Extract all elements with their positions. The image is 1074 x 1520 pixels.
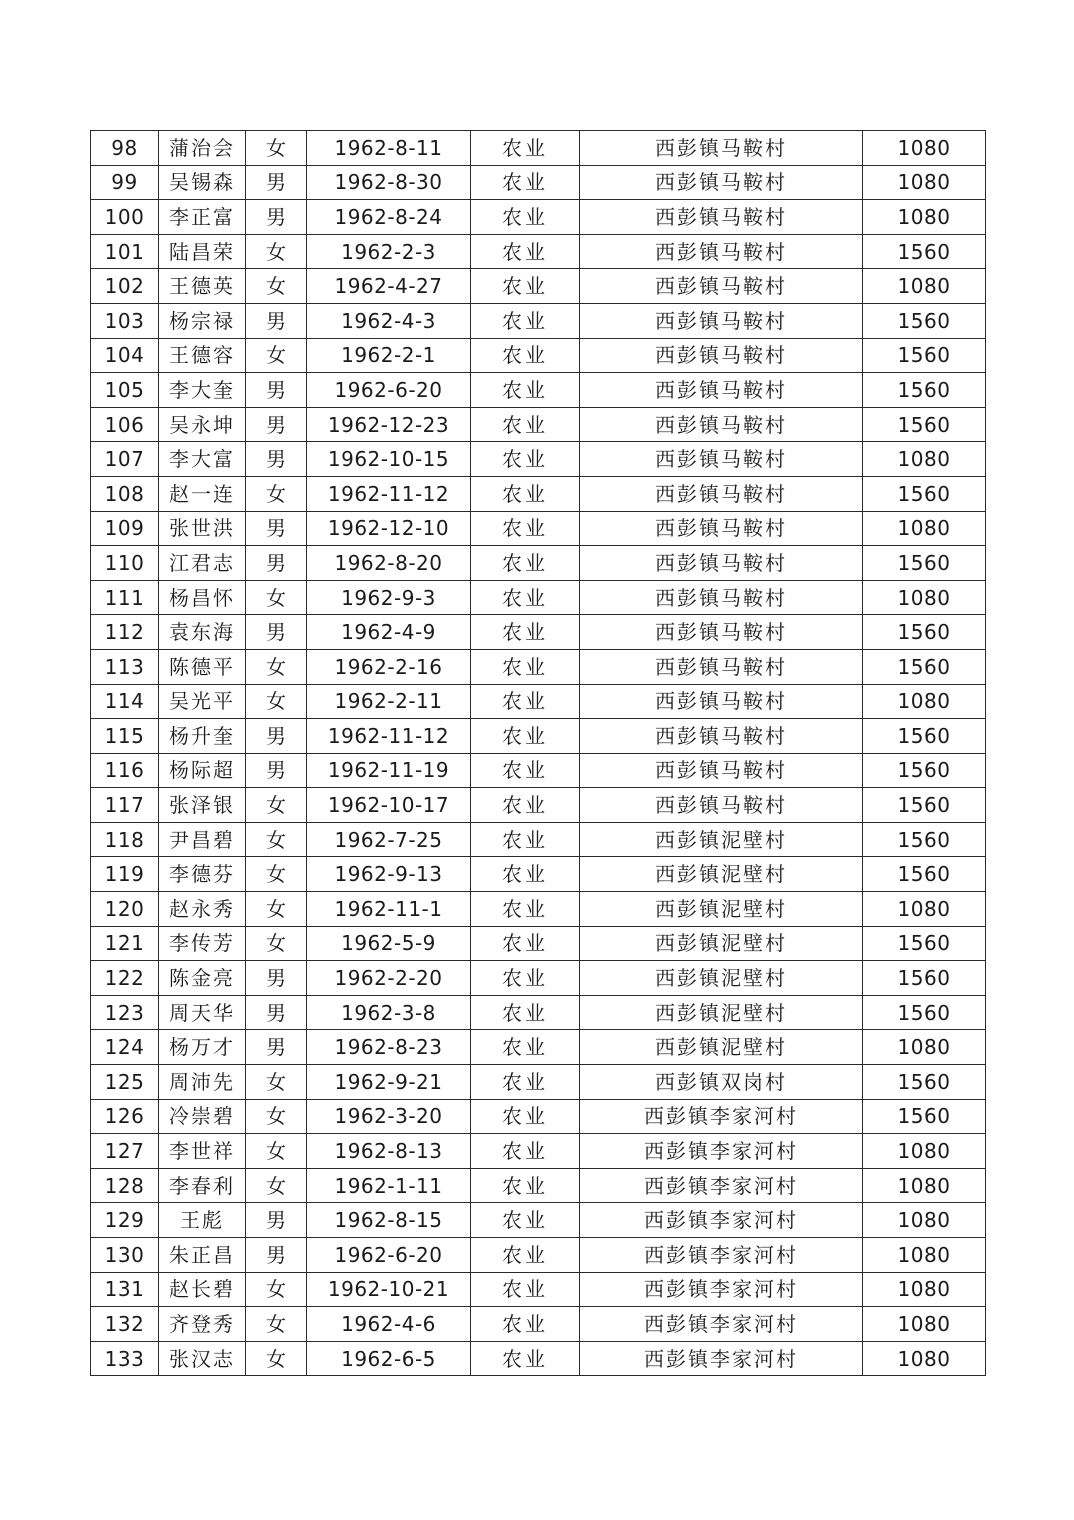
- address-cell: 西彭镇泥壁村: [580, 926, 863, 961]
- address-cell: 西彭镇马鞍村: [580, 476, 863, 511]
- name-cell: 杨万才: [159, 1030, 246, 1065]
- row-number-cell: 115: [91, 719, 159, 754]
- table-row: [91, 684, 986, 719]
- gender-cell: 女: [246, 338, 307, 373]
- occupation-cell: 农业: [471, 269, 580, 304]
- birth-date-cell: 1962-8-13: [307, 1134, 471, 1169]
- birth-date-cell: 1962-3-8: [307, 995, 471, 1030]
- gender-cell: 男: [246, 303, 307, 338]
- address-cell: 西彭镇李家河村: [580, 1168, 863, 1203]
- row-number-cell: 112: [91, 615, 159, 650]
- occupation-cell: 农业: [471, 546, 580, 581]
- address-cell: 西彭镇李家河村: [580, 1307, 863, 1342]
- gender-cell: 男: [246, 373, 307, 408]
- birth-date-cell: 1962-11-1: [307, 892, 471, 927]
- occupation-cell: 农业: [471, 1203, 580, 1238]
- table-row: [91, 338, 986, 373]
- name-cell: 陈德平: [159, 649, 246, 684]
- name-cell: 李传芳: [159, 926, 246, 961]
- name-cell: 王德英: [159, 269, 246, 304]
- gender-cell: 女: [246, 269, 307, 304]
- birth-date-cell: 1962-11-19: [307, 753, 471, 788]
- table-row: [91, 200, 986, 235]
- address-cell: 西彭镇泥壁村: [580, 961, 863, 996]
- amount-cell: 1560: [863, 338, 986, 373]
- address-cell: 西彭镇李家河村: [580, 1203, 863, 1238]
- row-number-cell: 107: [91, 442, 159, 477]
- gender-cell: 女: [246, 926, 307, 961]
- table-row: [91, 476, 986, 511]
- gender-cell: 男: [246, 407, 307, 442]
- gender-cell: 女: [246, 788, 307, 823]
- gender-cell: 女: [246, 1272, 307, 1307]
- amount-cell: 1080: [863, 1341, 986, 1376]
- row-number-cell: 118: [91, 822, 159, 857]
- row-number-cell: 125: [91, 1065, 159, 1100]
- occupation-cell: 农业: [471, 961, 580, 996]
- birth-date-cell: 1962-2-16: [307, 649, 471, 684]
- birth-date-cell: 1962-6-5: [307, 1341, 471, 1376]
- name-cell: 张泽银: [159, 788, 246, 823]
- name-cell: 赵一连: [159, 476, 246, 511]
- row-number-cell: 113: [91, 649, 159, 684]
- occupation-cell: 农业: [471, 788, 580, 823]
- gender-cell: 女: [246, 1307, 307, 1342]
- row-number-cell: 103: [91, 303, 159, 338]
- amount-cell: 1080: [863, 511, 986, 546]
- amount-cell: 1560: [863, 234, 986, 269]
- occupation-cell: 农业: [471, 892, 580, 927]
- table-row: [91, 719, 986, 754]
- occupation-cell: 农业: [471, 407, 580, 442]
- occupation-cell: 农业: [471, 615, 580, 650]
- name-cell: 张汉志: [159, 1341, 246, 1376]
- address-cell: 西彭镇李家河村: [580, 1099, 863, 1134]
- birth-date-cell: 1962-8-24: [307, 200, 471, 235]
- row-number-cell: 102: [91, 269, 159, 304]
- birth-date-cell: 1962-12-10: [307, 511, 471, 546]
- address-cell: 西彭镇马鞍村: [580, 649, 863, 684]
- occupation-cell: 农业: [471, 1272, 580, 1307]
- address-cell: 西彭镇泥壁村: [580, 892, 863, 927]
- gender-cell: 男: [246, 546, 307, 581]
- amount-cell: 1560: [863, 1065, 986, 1100]
- amount-cell: 1560: [863, 476, 986, 511]
- birth-date-cell: 1962-3-20: [307, 1099, 471, 1134]
- address-cell: 西彭镇马鞍村: [580, 511, 863, 546]
- row-number-cell: 116: [91, 753, 159, 788]
- gender-cell: 女: [246, 580, 307, 615]
- birth-date-cell: 1962-4-9: [307, 615, 471, 650]
- name-cell: 李正富: [159, 200, 246, 235]
- birth-date-cell: 1962-2-3: [307, 234, 471, 269]
- row-number-cell: 110: [91, 546, 159, 581]
- address-cell: 西彭镇马鞍村: [580, 165, 863, 200]
- table-row: [91, 546, 986, 581]
- amount-cell: 1560: [863, 719, 986, 754]
- table-row: [91, 1203, 986, 1238]
- birth-date-cell: 1962-2-20: [307, 961, 471, 996]
- occupation-cell: 农业: [471, 131, 580, 166]
- address-cell: 西彭镇马鞍村: [580, 546, 863, 581]
- birth-date-cell: 1962-6-20: [307, 373, 471, 408]
- address-cell: 西彭镇李家河村: [580, 1272, 863, 1307]
- amount-cell: 1080: [863, 580, 986, 615]
- gender-cell: 男: [246, 995, 307, 1030]
- row-number-cell: 119: [91, 857, 159, 892]
- row-number-cell: 101: [91, 234, 159, 269]
- gender-cell: 女: [246, 476, 307, 511]
- gender-cell: 女: [246, 1341, 307, 1376]
- occupation-cell: 农业: [471, 303, 580, 338]
- row-number-cell: 128: [91, 1168, 159, 1203]
- occupation-cell: 农业: [471, 1168, 580, 1203]
- row-number-cell: 132: [91, 1307, 159, 1342]
- row-number-cell: 98: [91, 131, 159, 166]
- occupation-cell: 农业: [471, 476, 580, 511]
- name-cell: 陆昌荣: [159, 234, 246, 269]
- birth-date-cell: 1962-2-1: [307, 338, 471, 373]
- birth-date-cell: 1962-12-23: [307, 407, 471, 442]
- table-row: [91, 1307, 986, 1342]
- table-row: [91, 442, 986, 477]
- birth-date-cell: 1962-10-15: [307, 442, 471, 477]
- address-cell: 西彭镇李家河村: [580, 1238, 863, 1273]
- table-row: [91, 615, 986, 650]
- amount-cell: 1560: [863, 303, 986, 338]
- row-number-cell: 122: [91, 961, 159, 996]
- occupation-cell: 农业: [471, 822, 580, 857]
- row-number-cell: 124: [91, 1030, 159, 1065]
- table-row: [91, 131, 986, 166]
- birth-date-cell: 1962-8-11: [307, 131, 471, 166]
- name-cell: 蒲治会: [159, 131, 246, 166]
- address-cell: 西彭镇马鞍村: [580, 131, 863, 166]
- amount-cell: 1560: [863, 373, 986, 408]
- gender-cell: 女: [246, 857, 307, 892]
- amount-cell: 1080: [863, 1168, 986, 1203]
- birth-date-cell: 1962-11-12: [307, 719, 471, 754]
- name-cell: 吴永坤: [159, 407, 246, 442]
- table-row: [91, 303, 986, 338]
- occupation-cell: 农业: [471, 1238, 580, 1273]
- amount-cell: 1080: [863, 1203, 986, 1238]
- table-row: [91, 1030, 986, 1065]
- birth-date-cell: 1962-7-25: [307, 822, 471, 857]
- amount-cell: 1080: [863, 892, 986, 927]
- name-cell: 李德芬: [159, 857, 246, 892]
- row-number-cell: 120: [91, 892, 159, 927]
- table-row: [91, 926, 986, 961]
- row-number-cell: 114: [91, 684, 159, 719]
- birth-date-cell: 1962-11-12: [307, 476, 471, 511]
- row-number-cell: 104: [91, 338, 159, 373]
- row-number-cell: 129: [91, 1203, 159, 1238]
- address-cell: 西彭镇马鞍村: [580, 269, 863, 304]
- amount-cell: 1560: [863, 546, 986, 581]
- gender-cell: 女: [246, 649, 307, 684]
- row-number-cell: 100: [91, 200, 159, 235]
- occupation-cell: 农业: [471, 753, 580, 788]
- roster-body: [91, 131, 986, 1376]
- name-cell: 袁东海: [159, 615, 246, 650]
- address-cell: 西彭镇泥壁村: [580, 822, 863, 857]
- row-number-cell: 130: [91, 1238, 159, 1273]
- occupation-cell: 农业: [471, 1307, 580, 1342]
- roster-table: [90, 130, 986, 1376]
- table-row: [91, 1065, 986, 1100]
- occupation-cell: 农业: [471, 338, 580, 373]
- table-row: [91, 269, 986, 304]
- birth-date-cell: 1962-2-11: [307, 684, 471, 719]
- table-row: [91, 892, 986, 927]
- birth-date-cell: 1962-9-21: [307, 1065, 471, 1100]
- occupation-cell: 农业: [471, 719, 580, 754]
- row-number-cell: 126: [91, 1099, 159, 1134]
- gender-cell: 男: [246, 753, 307, 788]
- occupation-cell: 农业: [471, 1341, 580, 1376]
- amount-cell: 1080: [863, 131, 986, 166]
- amount-cell: 1560: [863, 788, 986, 823]
- name-cell: 赵永秀: [159, 892, 246, 927]
- birth-date-cell: 1962-4-27: [307, 269, 471, 304]
- occupation-cell: 农业: [471, 1065, 580, 1100]
- address-cell: 西彭镇马鞍村: [580, 580, 863, 615]
- table-row: [91, 995, 986, 1030]
- name-cell: 李大富: [159, 442, 246, 477]
- occupation-cell: 农业: [471, 165, 580, 200]
- address-cell: 西彭镇李家河村: [580, 1134, 863, 1169]
- amount-cell: 1560: [863, 753, 986, 788]
- birth-date-cell: 1962-8-23: [307, 1030, 471, 1065]
- row-number-cell: 127: [91, 1134, 159, 1169]
- occupation-cell: 农业: [471, 442, 580, 477]
- name-cell: 李春利: [159, 1168, 246, 1203]
- name-cell: 杨昌怀: [159, 580, 246, 615]
- amount-cell: 1080: [863, 1134, 986, 1169]
- gender-cell: 男: [246, 165, 307, 200]
- occupation-cell: 农业: [471, 200, 580, 235]
- birth-date-cell: 1962-8-30: [307, 165, 471, 200]
- name-cell: 江君志: [159, 546, 246, 581]
- address-cell: 西彭镇马鞍村: [580, 303, 863, 338]
- gender-cell: 男: [246, 615, 307, 650]
- name-cell: 杨升奎: [159, 719, 246, 754]
- row-number-cell: 133: [91, 1341, 159, 1376]
- amount-cell: 1560: [863, 926, 986, 961]
- row-number-cell: 106: [91, 407, 159, 442]
- row-number-cell: 111: [91, 580, 159, 615]
- gender-cell: 女: [246, 234, 307, 269]
- table-row: [91, 1099, 986, 1134]
- table-row: [91, 649, 986, 684]
- table-row: [91, 165, 986, 200]
- name-cell: 陈金亮: [159, 961, 246, 996]
- birth-date-cell: 1962-8-15: [307, 1203, 471, 1238]
- occupation-cell: 农业: [471, 684, 580, 719]
- amount-cell: 1560: [863, 961, 986, 996]
- table-row: [91, 511, 986, 546]
- address-cell: 西彭镇马鞍村: [580, 373, 863, 408]
- name-cell: 王彪: [159, 1203, 246, 1238]
- amount-cell: 1080: [863, 165, 986, 200]
- amount-cell: 1560: [863, 995, 986, 1030]
- birth-date-cell: 1962-9-13: [307, 857, 471, 892]
- gender-cell: 女: [246, 131, 307, 166]
- amount-cell: 1560: [863, 615, 986, 650]
- amount-cell: 1560: [863, 1099, 986, 1134]
- table-row: [91, 1168, 986, 1203]
- address-cell: 西彭镇双岗村: [580, 1065, 863, 1100]
- row-number-cell: 131: [91, 1272, 159, 1307]
- row-number-cell: 109: [91, 511, 159, 546]
- table-row: [91, 961, 986, 996]
- row-number-cell: 117: [91, 788, 159, 823]
- address-cell: 西彭镇马鞍村: [580, 788, 863, 823]
- table-row: [91, 857, 986, 892]
- amount-cell: 1560: [863, 649, 986, 684]
- birth-date-cell: 1962-10-17: [307, 788, 471, 823]
- name-cell: 尹昌碧: [159, 822, 246, 857]
- amount-cell: 1080: [863, 442, 986, 477]
- table-row: [91, 1238, 986, 1273]
- birth-date-cell: 1962-8-20: [307, 546, 471, 581]
- occupation-cell: 农业: [471, 649, 580, 684]
- gender-cell: 男: [246, 961, 307, 996]
- address-cell: 西彭镇马鞍村: [580, 684, 863, 719]
- address-cell: 西彭镇马鞍村: [580, 719, 863, 754]
- occupation-cell: 农业: [471, 1030, 580, 1065]
- address-cell: 西彭镇马鞍村: [580, 407, 863, 442]
- occupation-cell: 农业: [471, 857, 580, 892]
- gender-cell: 男: [246, 200, 307, 235]
- gender-cell: 男: [246, 1238, 307, 1273]
- occupation-cell: 农业: [471, 926, 580, 961]
- gender-cell: 女: [246, 1134, 307, 1169]
- birth-date-cell: 1962-6-20: [307, 1238, 471, 1273]
- gender-cell: 女: [246, 1168, 307, 1203]
- address-cell: 西彭镇泥壁村: [580, 1030, 863, 1065]
- birth-date-cell: 1962-4-6: [307, 1307, 471, 1342]
- birth-date-cell: 1962-1-11: [307, 1168, 471, 1203]
- name-cell: 朱正昌: [159, 1238, 246, 1273]
- table-row: [91, 1341, 986, 1376]
- birth-date-cell: 1962-4-3: [307, 303, 471, 338]
- row-number-cell: 99: [91, 165, 159, 200]
- name-cell: 李世祥: [159, 1134, 246, 1169]
- row-number-cell: 105: [91, 373, 159, 408]
- address-cell: 西彭镇马鞍村: [580, 753, 863, 788]
- occupation-cell: 农业: [471, 1099, 580, 1134]
- gender-cell: 女: [246, 892, 307, 927]
- address-cell: 西彭镇马鞍村: [580, 234, 863, 269]
- name-cell: 王德容: [159, 338, 246, 373]
- occupation-cell: 农业: [471, 234, 580, 269]
- gender-cell: 女: [246, 1099, 307, 1134]
- amount-cell: 1080: [863, 269, 986, 304]
- row-number-cell: 108: [91, 476, 159, 511]
- amount-cell: 1080: [863, 1030, 986, 1065]
- table-row: [91, 788, 986, 823]
- table-row: [91, 1134, 986, 1169]
- occupation-cell: 农业: [471, 511, 580, 546]
- name-cell: 冷崇碧: [159, 1099, 246, 1134]
- table-row: [91, 753, 986, 788]
- table-row: [91, 234, 986, 269]
- amount-cell: 1560: [863, 407, 986, 442]
- name-cell: 齐登秀: [159, 1307, 246, 1342]
- amount-cell: 1080: [863, 200, 986, 235]
- birth-date-cell: 1962-9-3: [307, 580, 471, 615]
- table-row: [91, 1272, 986, 1307]
- name-cell: 杨际超: [159, 753, 246, 788]
- name-cell: 赵长碧: [159, 1272, 246, 1307]
- address-cell: 西彭镇马鞍村: [580, 615, 863, 650]
- address-cell: 西彭镇马鞍村: [580, 200, 863, 235]
- name-cell: 周沛先: [159, 1065, 246, 1100]
- gender-cell: 男: [246, 719, 307, 754]
- birth-date-cell: 1962-5-9: [307, 926, 471, 961]
- occupation-cell: 农业: [471, 995, 580, 1030]
- table-row: [91, 822, 986, 857]
- row-number-cell: 121: [91, 926, 159, 961]
- table-row: [91, 373, 986, 408]
- gender-cell: 男: [246, 1030, 307, 1065]
- address-cell: 西彭镇马鞍村: [580, 338, 863, 373]
- name-cell: 杨宗禄: [159, 303, 246, 338]
- name-cell: 吴光平: [159, 684, 246, 719]
- occupation-cell: 农业: [471, 1134, 580, 1169]
- amount-cell: 1560: [863, 857, 986, 892]
- address-cell: 西彭镇泥壁村: [580, 995, 863, 1030]
- table-row: [91, 580, 986, 615]
- address-cell: 西彭镇泥壁村: [580, 857, 863, 892]
- occupation-cell: 农业: [471, 373, 580, 408]
- amount-cell: 1560: [863, 822, 986, 857]
- occupation-cell: 农业: [471, 580, 580, 615]
- name-cell: 周天华: [159, 995, 246, 1030]
- address-cell: 西彭镇马鞍村: [580, 442, 863, 477]
- amount-cell: 1080: [863, 1272, 986, 1307]
- row-number-cell: 123: [91, 995, 159, 1030]
- name-cell: 李大奎: [159, 373, 246, 408]
- gender-cell: 女: [246, 822, 307, 857]
- gender-cell: 男: [246, 511, 307, 546]
- name-cell: 吴锡森: [159, 165, 246, 200]
- gender-cell: 女: [246, 1065, 307, 1100]
- birth-date-cell: 1962-10-21: [307, 1272, 471, 1307]
- table-row: [91, 407, 986, 442]
- amount-cell: 1080: [863, 684, 986, 719]
- amount-cell: 1080: [863, 1238, 986, 1273]
- name-cell: 张世洪: [159, 511, 246, 546]
- amount-cell: 1080: [863, 1307, 986, 1342]
- address-cell: 西彭镇李家河村: [580, 1341, 863, 1376]
- gender-cell: 男: [246, 1203, 307, 1238]
- gender-cell: 男: [246, 442, 307, 477]
- gender-cell: 女: [246, 684, 307, 719]
